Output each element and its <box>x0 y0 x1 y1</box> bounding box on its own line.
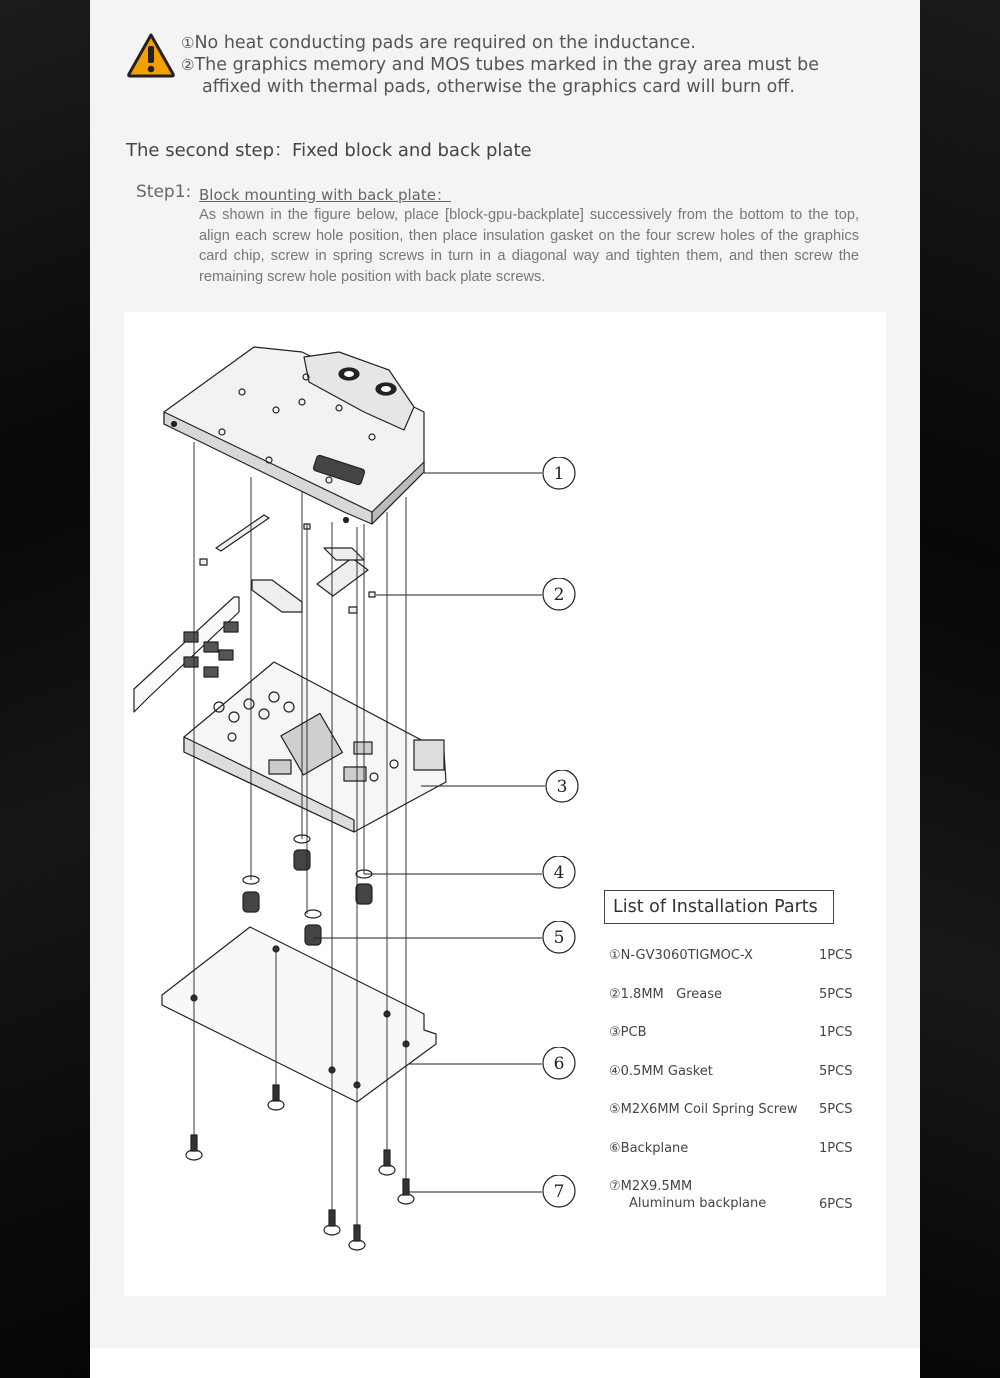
spring-screws-drawing <box>243 835 372 945</box>
warning-triangle-icon <box>126 32 176 78</box>
part-name: M2X9.5MM <box>620 1179 693 1194</box>
callout-4 <box>542 856 578 892</box>
part-number: ④ <box>609 1064 621 1079</box>
parts-list-item <box>609 1179 869 1211</box>
part-quantity: 1PCS <box>819 948 853 963</box>
part-number: ① <box>609 948 621 963</box>
part-number: ⑤ <box>609 1102 621 1117</box>
background-right <box>920 0 1000 1378</box>
bottom-strip <box>90 1348 920 1378</box>
svg-text:1: 1 <box>553 464 565 484</box>
part-name: 0.5MM Gasket <box>620 1064 713 1079</box>
pcb-drawing <box>134 597 446 832</box>
parts-list-item <box>609 1064 869 1079</box>
thermal-pads-drawing <box>200 515 375 613</box>
svg-text:5: 5 <box>553 928 565 948</box>
svg-text:6: 6 <box>553 1054 565 1074</box>
callout-5 <box>542 921 578 957</box>
exploded-diagram-figure <box>124 312 886 1296</box>
callout-3 <box>545 770 581 806</box>
step-instructions: As shown in the figure below, place [block-gpu-backplate] successively from the bottom to the top, align each screw hole position, then place insulation gasket on the four screw holes of the graphics card chip, screw in spring screws in turn in a diagonal way and tighten them, and then screw the remaining screw hole position with back plate screws. <box>199 207 859 285</box>
water-block-drawing <box>164 347 424 524</box>
parts-list-title: List of Installation Parts <box>604 890 834 924</box>
part-number: ③ <box>609 1025 621 1040</box>
backplate-screws-drawing <box>186 1085 414 1250</box>
parts-list-item <box>609 987 869 1002</box>
parts-list-item <box>609 1102 869 1117</box>
part-number: ⑥ <box>609 1141 621 1156</box>
part-quantity: 5PCS <box>819 987 853 1002</box>
svg-text:2: 2 <box>553 585 565 605</box>
callout-6 <box>542 1047 578 1083</box>
part-number: ② <box>609 987 621 1002</box>
callout-1 <box>542 457 578 493</box>
parts-list-item <box>609 1025 869 1040</box>
parts-list-item <box>609 1141 869 1156</box>
warning-notes <box>181 32 881 98</box>
warning-note: ②The graphics memory and MOS tubes marked in the gray area must be <box>181 55 819 75</box>
part-name: Backplane <box>620 1141 689 1156</box>
parts-list-item <box>609 948 869 963</box>
part-description: Aluminum backplane <box>629 1196 767 1211</box>
part-name: PCB <box>620 1025 647 1040</box>
part-name: N-GV3060TIGMOC-X <box>620 948 753 963</box>
callout-2 <box>542 578 578 614</box>
part-name: M2X6MM Coil Spring Screw <box>620 1102 798 1117</box>
step-subtitle: Block mounting with back plate： <box>199 186 451 204</box>
svg-text:3: 3 <box>556 777 568 797</box>
step-label: Step1: <box>136 182 192 202</box>
part-quantity: 1PCS <box>819 1141 853 1156</box>
svg-text:7: 7 <box>553 1182 565 1202</box>
part-quantity: 1PCS <box>819 1025 853 1040</box>
backplate-drawing <box>162 927 436 1102</box>
part-quantity: 5PCS <box>819 1102 853 1117</box>
warning-note: affixed with thermal pads, otherwise the graphics card will burn off. <box>202 77 795 97</box>
part-name: 1.8MM Grease <box>620 987 723 1002</box>
part-number: ⑦ <box>609 1179 621 1194</box>
warning-note: ①No heat conducting pads are required on the inductance. <box>181 33 696 53</box>
svg-text:4: 4 <box>553 863 565 883</box>
background-left <box>0 0 90 1378</box>
part-quantity: 5PCS <box>819 1064 853 1079</box>
callout-7 <box>542 1175 578 1211</box>
part-quantity: 6PCS <box>819 1197 853 1212</box>
section-title: The second step：Fixed block and back plate <box>126 140 532 161</box>
